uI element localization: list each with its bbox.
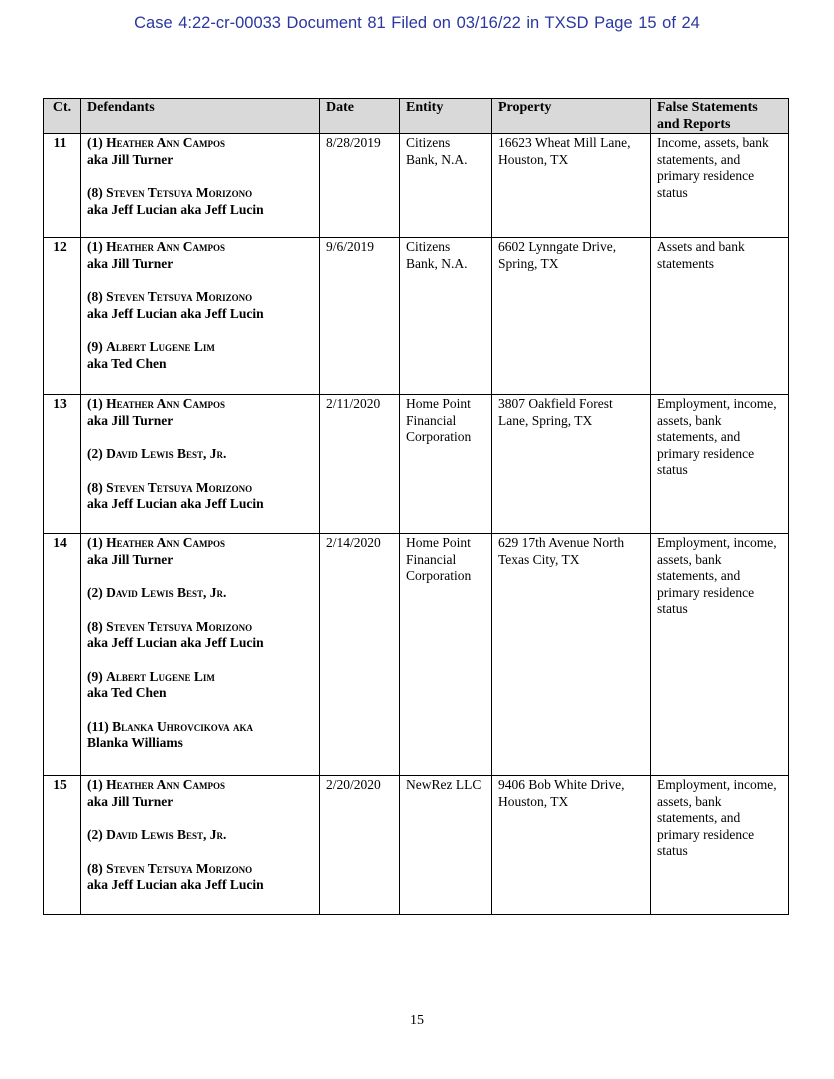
defendant-number: (1) bbox=[87, 239, 107, 254]
defendant-alias: Blanka Williams bbox=[87, 735, 183, 750]
defendant-entry bbox=[87, 396, 313, 429]
defendant-name: David Lewis Best, Jr. bbox=[106, 827, 227, 842]
count-number: 12 bbox=[44, 238, 81, 395]
defendant-entry bbox=[87, 339, 313, 372]
defendant-alias: aka Jeff Lucian aka Jeff Lucin bbox=[87, 877, 264, 892]
defendant-name: Steven Tetsuya Morizono bbox=[106, 185, 253, 200]
counts-table bbox=[43, 98, 789, 915]
column-header-defendants: Defendants bbox=[81, 99, 320, 134]
count-number: 11 bbox=[44, 134, 81, 238]
table-row bbox=[44, 134, 789, 238]
defendant-entry bbox=[87, 719, 313, 752]
defendant-alias: aka Jeff Lucian aka Jeff Lucin bbox=[87, 305, 264, 321]
defendant-alias: aka Jill Turner bbox=[87, 793, 174, 809]
date-cell: 2/11/2020 bbox=[320, 395, 400, 534]
defendant-entry bbox=[87, 585, 313, 602]
statements-cell: Income, assets, bank statements, and primary residence status bbox=[651, 134, 789, 238]
statements-cell: Employment, income, assets, bank statements, and primary residence status bbox=[651, 776, 789, 915]
defendant-number: (8) bbox=[87, 860, 107, 876]
defendant-alias: aka Jill Turner bbox=[87, 551, 174, 567]
defendant-entry bbox=[87, 861, 313, 894]
entity-cell: Citizens Bank, N.A. bbox=[400, 238, 492, 395]
defendants-cell bbox=[81, 776, 320, 915]
defendant-alias: aka Ted Chen bbox=[87, 685, 167, 700]
defendant-name: Steven Tetsuya Morizono bbox=[106, 479, 253, 495]
defendant-alias: aka Ted Chen bbox=[87, 355, 167, 371]
table-header bbox=[44, 99, 789, 134]
count-number: 14 bbox=[44, 534, 81, 776]
date-cell: 2/20/2020 bbox=[320, 776, 400, 915]
defendant-alias: aka Jeff Lucian aka Jeff Lucin bbox=[87, 496, 264, 511]
defendant-number: (1) bbox=[87, 396, 107, 411]
defendant-number: (2) bbox=[87, 827, 107, 842]
table-row bbox=[44, 776, 789, 915]
defendant-entry bbox=[87, 535, 313, 568]
defendants-cell bbox=[81, 534, 320, 776]
defendant-name: Steven Tetsuya Morizono bbox=[106, 289, 253, 304]
defendant-name: Steven Tetsuya Morizono bbox=[106, 618, 253, 634]
defendants-cell bbox=[81, 395, 320, 534]
table-body bbox=[44, 134, 789, 915]
defendant-name: Heather Ann Campos bbox=[106, 777, 225, 792]
defendant-number: (2) bbox=[87, 446, 107, 461]
statements-cell: Employment, income, assets, bank statements, and primary residence status bbox=[651, 534, 789, 776]
defendant-number: (1) bbox=[87, 135, 107, 150]
defendant-number: (8) bbox=[87, 479, 107, 495]
count-number: 13 bbox=[44, 395, 81, 534]
defendants-cell bbox=[81, 238, 320, 395]
property-cell: 16623 Wheat Mill Lane, Houston, TX bbox=[492, 134, 651, 238]
defendant-alias: aka Jill Turner bbox=[87, 255, 174, 271]
defendant-entry bbox=[87, 619, 313, 652]
defendant-number: (2) bbox=[87, 585, 107, 600]
table-row bbox=[44, 238, 789, 395]
entity-cell: Home Point Financial Corporation bbox=[400, 534, 492, 776]
defendants-cell bbox=[81, 134, 320, 238]
defendant-number: (8) bbox=[87, 185, 107, 200]
case-header: Case 4:22-cr-00033 Document 81 Filed on 03/16/22 in TXSD Page 15 of 24 bbox=[134, 14, 700, 32]
defendant-name: Blanka Uhrovcikova aka bbox=[112, 718, 253, 734]
defendant-name: Albert Lugene Lim bbox=[106, 668, 215, 684]
table-row bbox=[44, 534, 789, 776]
defendant-name: David Lewis Best, Jr. bbox=[106, 585, 227, 600]
date-cell: 2/14/2020 bbox=[320, 534, 400, 776]
date-cell: 8/28/2019 bbox=[320, 134, 400, 238]
property-cell: 9406 Bob White Drive, Houston, TX bbox=[492, 776, 651, 915]
defendant-name: Heather Ann Campos bbox=[106, 535, 225, 550]
property-cell: 6602 Lynngate Drive, Spring, TX bbox=[492, 238, 651, 395]
defendant-entry bbox=[87, 135, 313, 168]
defendant-entry bbox=[87, 239, 313, 272]
column-header-statements: False Statements and Reports bbox=[651, 99, 789, 134]
entity-cell: Home Point Financial Corporation bbox=[400, 395, 492, 534]
defendant-name: Steven Tetsuya Morizono bbox=[106, 860, 253, 876]
property-cell: 3807 Oakfield Forest Lane, Spring, TX bbox=[492, 395, 651, 534]
defendant-entry bbox=[87, 777, 313, 810]
defendant-number: (8) bbox=[87, 618, 107, 634]
statements-cell: Assets and bank statements bbox=[651, 238, 789, 395]
defendant-name: Heather Ann Campos bbox=[106, 239, 225, 254]
defendant-entry bbox=[87, 289, 313, 322]
defendant-number: (1) bbox=[87, 535, 107, 550]
entity-cell: Citizens Bank, N.A. bbox=[400, 134, 492, 238]
column-header-property: Property bbox=[492, 99, 651, 134]
count-number: 15 bbox=[44, 776, 81, 915]
column-header-ct: Ct. bbox=[44, 99, 81, 134]
defendant-entry bbox=[87, 185, 313, 218]
column-header-entity: Entity bbox=[400, 99, 492, 134]
statements-cell: Employment, income, assets, bank statements, and primary residence status bbox=[651, 395, 789, 534]
defendant-alias: aka Jeff Lucian aka Jeff Lucin bbox=[87, 201, 264, 217]
defendant-number: (11) bbox=[87, 718, 113, 734]
date-cell: 9/6/2019 bbox=[320, 238, 400, 395]
defendant-number: (9) bbox=[87, 668, 107, 684]
defendant-number: (9) bbox=[87, 339, 107, 354]
defendant-number: (8) bbox=[87, 289, 107, 304]
entity-cell: NewRez LLC bbox=[400, 776, 492, 915]
defendant-name: Albert Lugene Lim bbox=[106, 339, 215, 354]
defendant-entry bbox=[87, 669, 313, 702]
defendant-entry bbox=[87, 480, 313, 513]
property-cell: 629 17th Avenue North Texas City, TX bbox=[492, 534, 651, 776]
column-header-date: Date bbox=[320, 99, 400, 134]
defendant-name: Heather Ann Campos bbox=[106, 396, 225, 411]
defendant-alias: aka Jill Turner bbox=[87, 412, 174, 428]
defendant-alias: aka Jill Turner bbox=[87, 151, 174, 167]
table-row bbox=[44, 395, 789, 534]
defendant-number: (1) bbox=[87, 777, 107, 792]
page-number: 15 bbox=[410, 1013, 424, 1028]
defendant-name: David Lewis Best, Jr. bbox=[106, 446, 227, 461]
defendant-name: Heather Ann Campos bbox=[106, 135, 225, 150]
defendant-alias: aka Jeff Lucian aka Jeff Lucin bbox=[87, 635, 264, 650]
defendant-entry bbox=[87, 446, 313, 463]
defendant-entry bbox=[87, 827, 313, 844]
